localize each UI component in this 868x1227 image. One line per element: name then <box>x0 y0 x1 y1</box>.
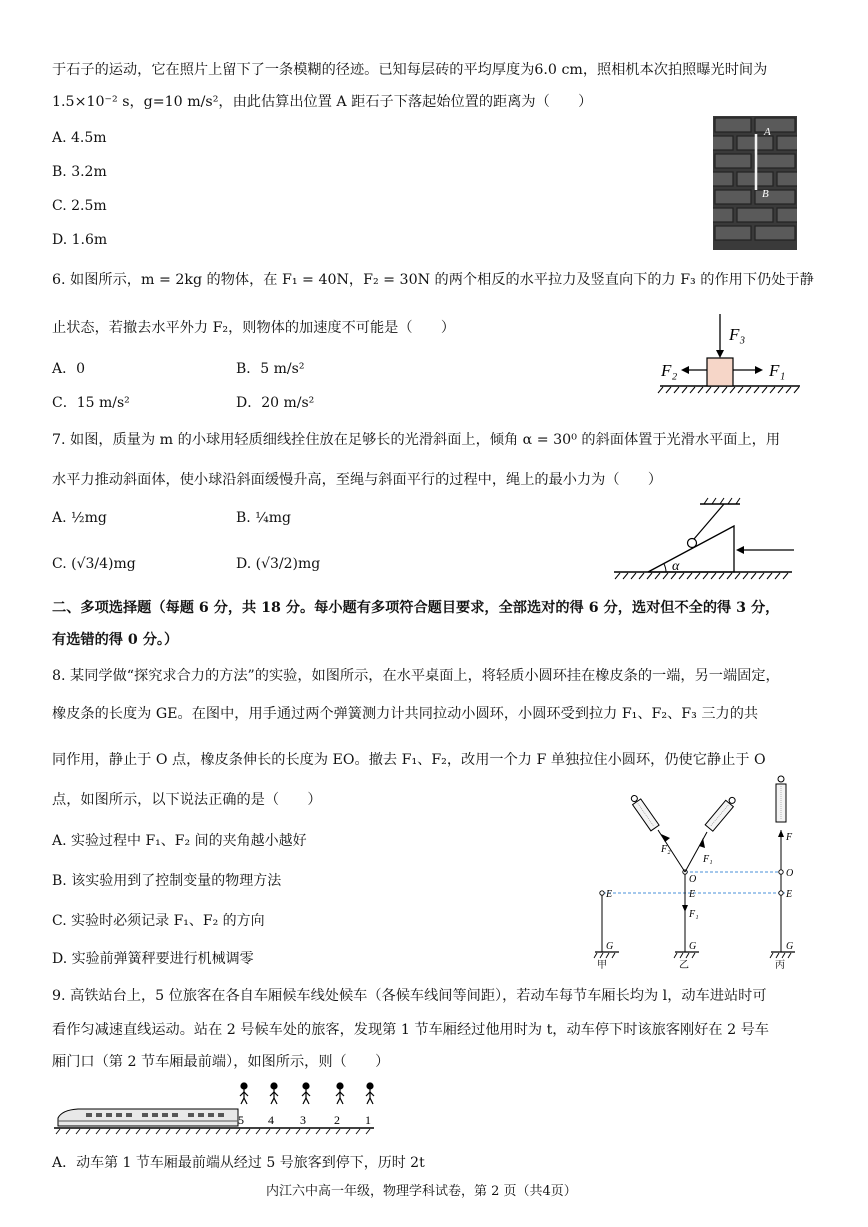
q7-text-line2: 水平力推动斜面体，使小球沿斜面缓慢升高，至绳与斜面平行的过程中，绳上的最小力为（ ） <box>52 472 663 488</box>
q7-option-b: B. ¼mg <box>236 510 291 526</box>
q6-option-c: C．15 m/s² <box>52 395 130 411</box>
label-f1: F₁ <box>769 361 786 380</box>
q9-text-line2: 看作匀减速直线运动。站在 2 号候车处的旅客，发现第 1 节车厢经过他用时为 t，动车停下时该旅客刚好在 2 号车 <box>52 1022 769 1038</box>
label-o-yi: O <box>689 874 697 885</box>
q8-option-d: D. 实验前弹簧秤要进行机械调零 <box>52 951 254 967</box>
label-o-bing: O <box>786 868 794 879</box>
station-2: 2 <box>334 1113 340 1127</box>
label-f-bing: F <box>786 832 793 843</box>
label-e-yi: E <box>689 889 696 900</box>
label-alpha: α <box>672 559 680 574</box>
q6-option-b: B．5 m/s² <box>236 361 305 377</box>
q7-text-line1: 7. 如图，质量为 m 的小球用轻质细线拴住放在足够长的光滑斜面上，倾角 α = 30⁰ 的斜面体置于光滑水平面上，用 <box>52 432 781 448</box>
label-f1-down: F₁ <box>689 909 699 920</box>
label-b: B <box>762 188 769 200</box>
q6-force-diagram <box>655 310 805 394</box>
q5-option-c: C. 2.5m <box>52 198 107 214</box>
station-1: 1 <box>365 1113 371 1127</box>
label-g-jia: G <box>606 941 614 952</box>
station-5: 5 <box>238 1113 244 1127</box>
q6-option-a: A．0 <box>52 361 86 377</box>
q8-text-line2: 橡皮条的长度为 GE。在图中，用手通过两个弹簧测力计共同拉动小圆环，小圆环受到拉力 F₁、F₂、F₃ 三力的共 <box>52 706 759 722</box>
label-e-bing: E <box>786 889 793 900</box>
q5-option-a: A. 4.5m <box>52 130 107 146</box>
label-f1-yi: F₁ <box>703 854 713 865</box>
label-f3: F₃ <box>729 325 746 344</box>
q8-spring-scale-diagram <box>585 772 815 972</box>
q5-text-line1: 于石子的运动，它在照片上留下了一条模糊的径迹。已知每层砖的平均厚度为6.0 cm，照相机本次拍照曝光时间为 <box>52 62 768 78</box>
q7-incline-diagram <box>612 496 802 588</box>
q8-text-line3: 同作用，静止于 O 点，橡皮条伸长的长度为 EO。撤去 F₁、F₂，改用一个力 F 单独拉住小圆环，仍使它静止于 O <box>52 752 766 768</box>
page-footer: 内江六中高一年级，物理学科试卷，第 2 页（共4页） <box>266 1184 577 1199</box>
ball <box>688 539 697 548</box>
q8-option-a: A. 实验过程中 F₁、F₂ 间的夹角越小越好 <box>52 833 307 849</box>
train <box>58 1109 238 1126</box>
block <box>707 358 733 386</box>
label-f2: F₂ <box>661 361 678 380</box>
q8-option-b: B. 该实验用到了控制变量的物理方法 <box>52 873 282 889</box>
q7-option-c: C. (√3/4)mg <box>52 556 136 572</box>
q9-option-a: A．动车第 1 节车厢最前端从经过 5 号旅客到停下，历时 2t <box>52 1155 425 1171</box>
q8-text-line4: 点，如图所示，以下说法正确的是（ ） <box>52 792 322 808</box>
q7-option-a: A. ½mg <box>52 510 107 526</box>
q5-text-line2: 1.5×10⁻² s，g=10 m/s²，由此估算出位置 A 距石子下落起始位置的距离为（ ） <box>52 94 593 110</box>
label-jia: 甲 <box>597 960 607 971</box>
incline <box>648 526 734 572</box>
station-4: 4 <box>268 1113 274 1127</box>
section2-heading-line2: 有选错的得 0 分。） <box>52 632 179 648</box>
q9-train-platform-diagram <box>52 1080 382 1136</box>
passenger-5 <box>240 1083 248 1104</box>
label-yi: 乙 <box>679 960 689 971</box>
section2-heading-line1: 二、多项选择题（每题 6 分，共 18 分。每小题有多项符合题目要求，全部选对的得 6 分，选对但不全的得 3 分， <box>52 600 780 616</box>
brick-wall-photo <box>713 116 797 250</box>
label-a: A <box>764 126 771 138</box>
label-g-yi: G <box>689 941 697 952</box>
q5-option-d: D. 1.6m <box>52 232 108 248</box>
passenger-1 <box>366 1083 374 1104</box>
q6-option-d: D．20 m/s² <box>236 395 315 411</box>
label-f2-yi: F₂ <box>661 844 671 855</box>
q8-option-c: C. 实验时必须记录 F₁、F₂ 的方向 <box>52 913 265 929</box>
q9-text-line3: 厢门口（第 2 节车厢最前端），如图所示，则（ ） <box>52 1054 390 1070</box>
q6-text-line2: 止状态，若撤去水平外力 F₂，则物体的加速度不可能是（ ） <box>52 320 456 336</box>
q8-text-line1: 8. 某同学做“探究求合力的方法”的实验，如图所示，在水平桌面上，将轻质小圆环挂在橡皮条的一端，另一端固定， <box>52 668 780 684</box>
q9-text-line1: 9. 高铁站台上，5 位旅客在各自车厢候车线处候车（各候车线间等间距），若动车每节车厢长均为 l，动车进站时可 <box>52 988 767 1004</box>
passenger-3 <box>302 1083 310 1104</box>
q7-option-d: D. (√3/2)mg <box>236 556 321 572</box>
label-e-jia: E <box>606 889 613 900</box>
q5-option-b: B. 3.2m <box>52 164 107 180</box>
label-g-bing: G <box>786 941 794 952</box>
q6-text-line1: 6. 如图所示，m = 2kg 的物体，在 F₁ = 40N，F₂ = 30N 的两个相反的水平拉力及竖直向下的力 F₃ 的作用下仍处于静 <box>52 272 814 288</box>
passenger-2 <box>336 1083 344 1104</box>
label-bing: 丙 <box>775 960 785 971</box>
passenger-4 <box>270 1083 278 1104</box>
station-3: 3 <box>300 1113 306 1127</box>
